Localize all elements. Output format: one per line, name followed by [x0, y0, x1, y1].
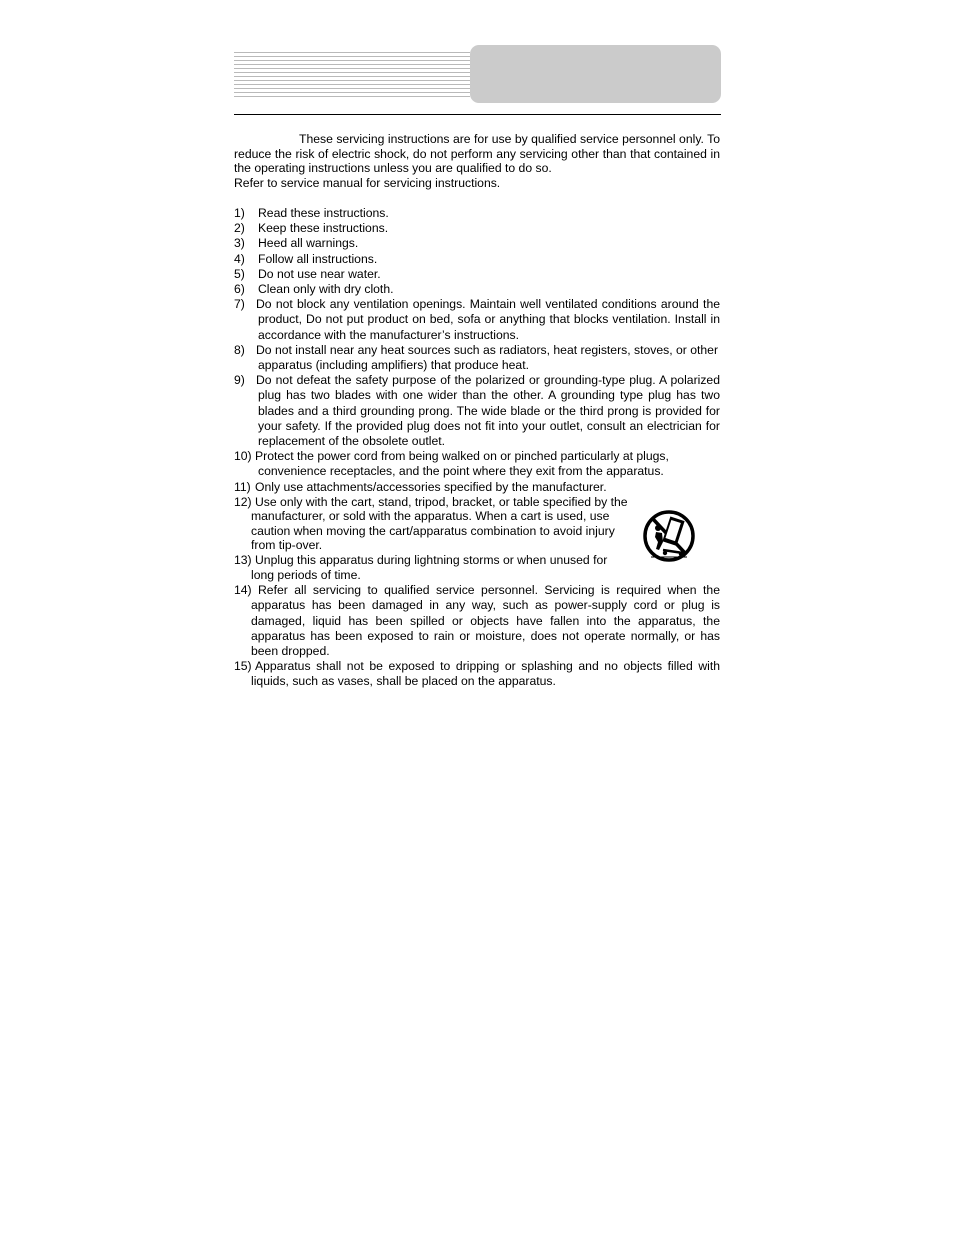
list-item [234, 282, 720, 297]
item-number: 13) [234, 552, 252, 567]
item-text: Protect the power cord from being walked on or pinched particularly at plugs, convenience receptacles, and the point where they exit from the apparatus. [255, 449, 669, 479]
item-text: Apparatus shall not be exposed to dripping or splashing and no objects filled with liquids, such as vases, shall be placed on the apparatus. [251, 659, 720, 689]
item-number: 2) [234, 221, 245, 236]
list-item [234, 553, 633, 583]
item-number: 14) [234, 583, 252, 598]
item-number: 7) [234, 297, 245, 312]
item-text: Read these instructions. [258, 206, 389, 220]
item-number: 3) [234, 236, 245, 251]
list-item [234, 449, 720, 479]
item-text: Do not install near any heat sources such as radiators, heat registers, stoves, or other apparatus (including amplifiers) that produce heat. [256, 342, 719, 373]
item-number: 15) [234, 659, 252, 674]
item-text: Do not block any ventilation openings. Maintain well ventilated conditions around the product, Do not put product on bed, sofa or anything that blocks ventilation. Install in accordance with the manufacturer’s instructions. [256, 297, 720, 342]
list-item [234, 252, 720, 267]
item-number: 8) [234, 342, 245, 357]
safety-instructions-list [234, 206, 720, 690]
item-number: 9) [234, 373, 245, 388]
item-text: Do not use near water. [258, 266, 381, 281]
intro-service-note: Refer to service manual for servicing instructions. [234, 175, 501, 190]
list-item [234, 583, 720, 659]
item-number: 11) [234, 479, 251, 494]
list-item [234, 495, 633, 553]
item-number: 1) [234, 206, 245, 220]
list-item [234, 236, 720, 251]
intro-paragraph: These servicing instructions are for use by qualified service personnel only. To reduce the risk of electric shock, do not perform any servicing other than that contained in the operating instructions unless you are qualified to do so. [234, 132, 720, 176]
header-divider [234, 114, 721, 115]
list-item [234, 206, 720, 221]
list-item [234, 221, 720, 236]
item-number: 4) [234, 251, 245, 266]
item-text: Only use attachments/accessories specified by the manufacturer. [255, 479, 607, 494]
item-text: Follow all instructions. [258, 251, 378, 266]
item-text: Heed all warnings. [258, 236, 359, 251]
header-decorative-lines [234, 52, 470, 98]
item-text: Use only with the cart, stand, tripod, bracket, or table specified by the manufacturer, or sold with the apparatus. When a cart is used, use caution when moving the cart/apparatus combination to avoid injury from tip-over. [251, 494, 628, 553]
item-number: 10) [234, 449, 252, 464]
list-item [234, 297, 720, 343]
item-text: Do not defeat the safety purpose of the polarized or grounding-type plug. A polarized plug has two blades with one wider than the other. A grounding type plug has two blades and a third grounding prong. The wide blade or the third prong is provided for your safety. If the provided plug does not fit into your outlet, consult an electrician for replacement of the obsolete outlet. [256, 373, 720, 449]
list-item [234, 480, 720, 495]
item-text: Clean only with dry cloth. [258, 282, 394, 297]
list-item [234, 373, 720, 449]
intro-section [234, 132, 720, 190]
item-text: Refer all servicing to qualified service personnel. Servicing is required when the apparatus has been damaged in any way, such as power-supply cord or plug is damaged, liquid has been spilled or objects have fallen into the apparatus, the apparatus has been exposed to rain or moisture, does not operate normally, or has been dropped. [251, 583, 720, 659]
list-item [234, 659, 720, 689]
cart-tip-over-warning-icon [641, 508, 697, 564]
header-title-box [470, 45, 721, 103]
list-item [234, 267, 720, 282]
item-text: Keep these instructions. [258, 221, 389, 236]
item-number: 12) [234, 494, 252, 509]
list-item [234, 343, 720, 373]
item-number: 5) [234, 266, 245, 281]
item-text: Unplug this apparatus during lightning storms or when unused for long periods of time. [251, 552, 608, 583]
item-number: 6) [234, 282, 245, 297]
